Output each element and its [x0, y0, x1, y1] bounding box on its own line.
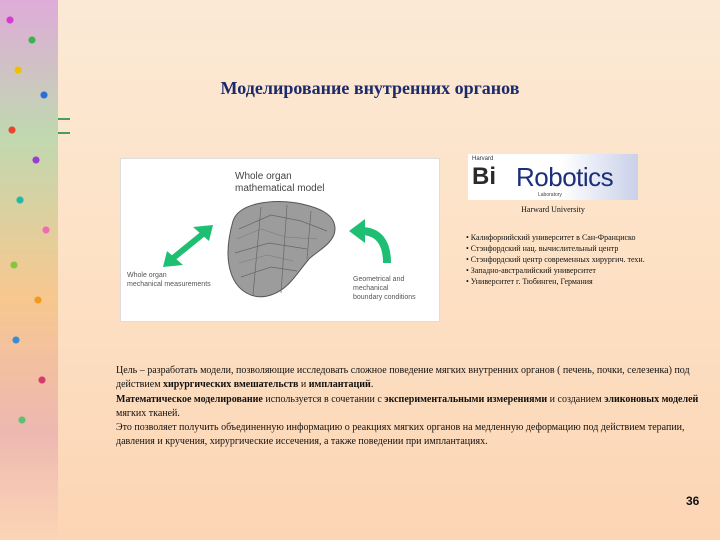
list-item: • Стэнфордский нац. вычислительный центр: [466, 244, 619, 253]
figure-label-line: mechanical measurements: [127, 281, 211, 288]
list-item: • Стэнфордский центр современных хирургич. техн.: [466, 255, 645, 264]
text-span: мягких тканей.: [116, 407, 180, 419]
double-arrow-icon: [163, 225, 213, 267]
text-span: используется в сочетании с: [262, 393, 385, 405]
body-paragraph: [116, 364, 716, 393]
bold-text: Математическое моделирование: [116, 393, 263, 405]
list-item: • Калифорнийский университет в Сан-Франциско: [466, 233, 636, 242]
figure-label-line: Geometrical and mechanical: [353, 276, 405, 292]
body-paragraph: [116, 393, 716, 422]
biorobotics-logo: [468, 154, 638, 200]
organ-mesh-icon: [228, 202, 335, 297]
university-caption: Harward University: [521, 205, 585, 214]
decorative-line: [58, 118, 70, 120]
list-item: • Университет г. Тюбинген, Германия: [466, 277, 593, 286]
bold-text: хирургических вмешательств: [163, 379, 299, 391]
slide-title: Моделирование внутренних органов: [220, 78, 520, 98]
organ-model-figure: [120, 158, 440, 322]
curved-arrow-icon: [349, 219, 387, 263]
logo-brand-prefix: Bi: [472, 163, 496, 190]
text-span: и созданием: [547, 393, 605, 405]
figure-right-label: [353, 275, 439, 302]
list-item: • Западно-австралийский университет: [466, 266, 596, 275]
figure-title-line: mathematical model: [235, 183, 325, 194]
logo-top-text: Harvard: [472, 156, 494, 162]
figure-title-line: Whole organ: [235, 171, 292, 182]
bold-text: имплантаций: [308, 379, 371, 391]
body-paragraph: Это позволяет получить объединенную информацию о реакциях мягких органов на медленную деформацию под действием терапии, давления и кручения, хирургические иссечения, а также поведении при имплантациях.: [116, 422, 685, 448]
text-span: Цель – разработать модели, позволяющие исследовать сложное поведение мягких внутренних органов ( печень, почки, селезенка) под действием: [116, 365, 690, 391]
bold-text: экспериментальными измерениями: [384, 393, 548, 405]
logo-sub-text: Laboratory: [538, 192, 562, 198]
partners-list: [466, 232, 645, 287]
logo-brand-main: Robotics: [516, 162, 614, 192]
figure-label-line: Whole organ: [127, 272, 167, 279]
bold-text: эликоновых моделей: [604, 393, 699, 405]
text-span: .: [370, 379, 374, 391]
figure-left-label: [127, 271, 211, 289]
decorative-line: [58, 132, 70, 134]
body-text: [116, 364, 716, 450]
page-number: 36: [686, 494, 700, 508]
text-span: и: [298, 379, 309, 391]
figure-label-line: boundary conditions: [353, 294, 416, 301]
